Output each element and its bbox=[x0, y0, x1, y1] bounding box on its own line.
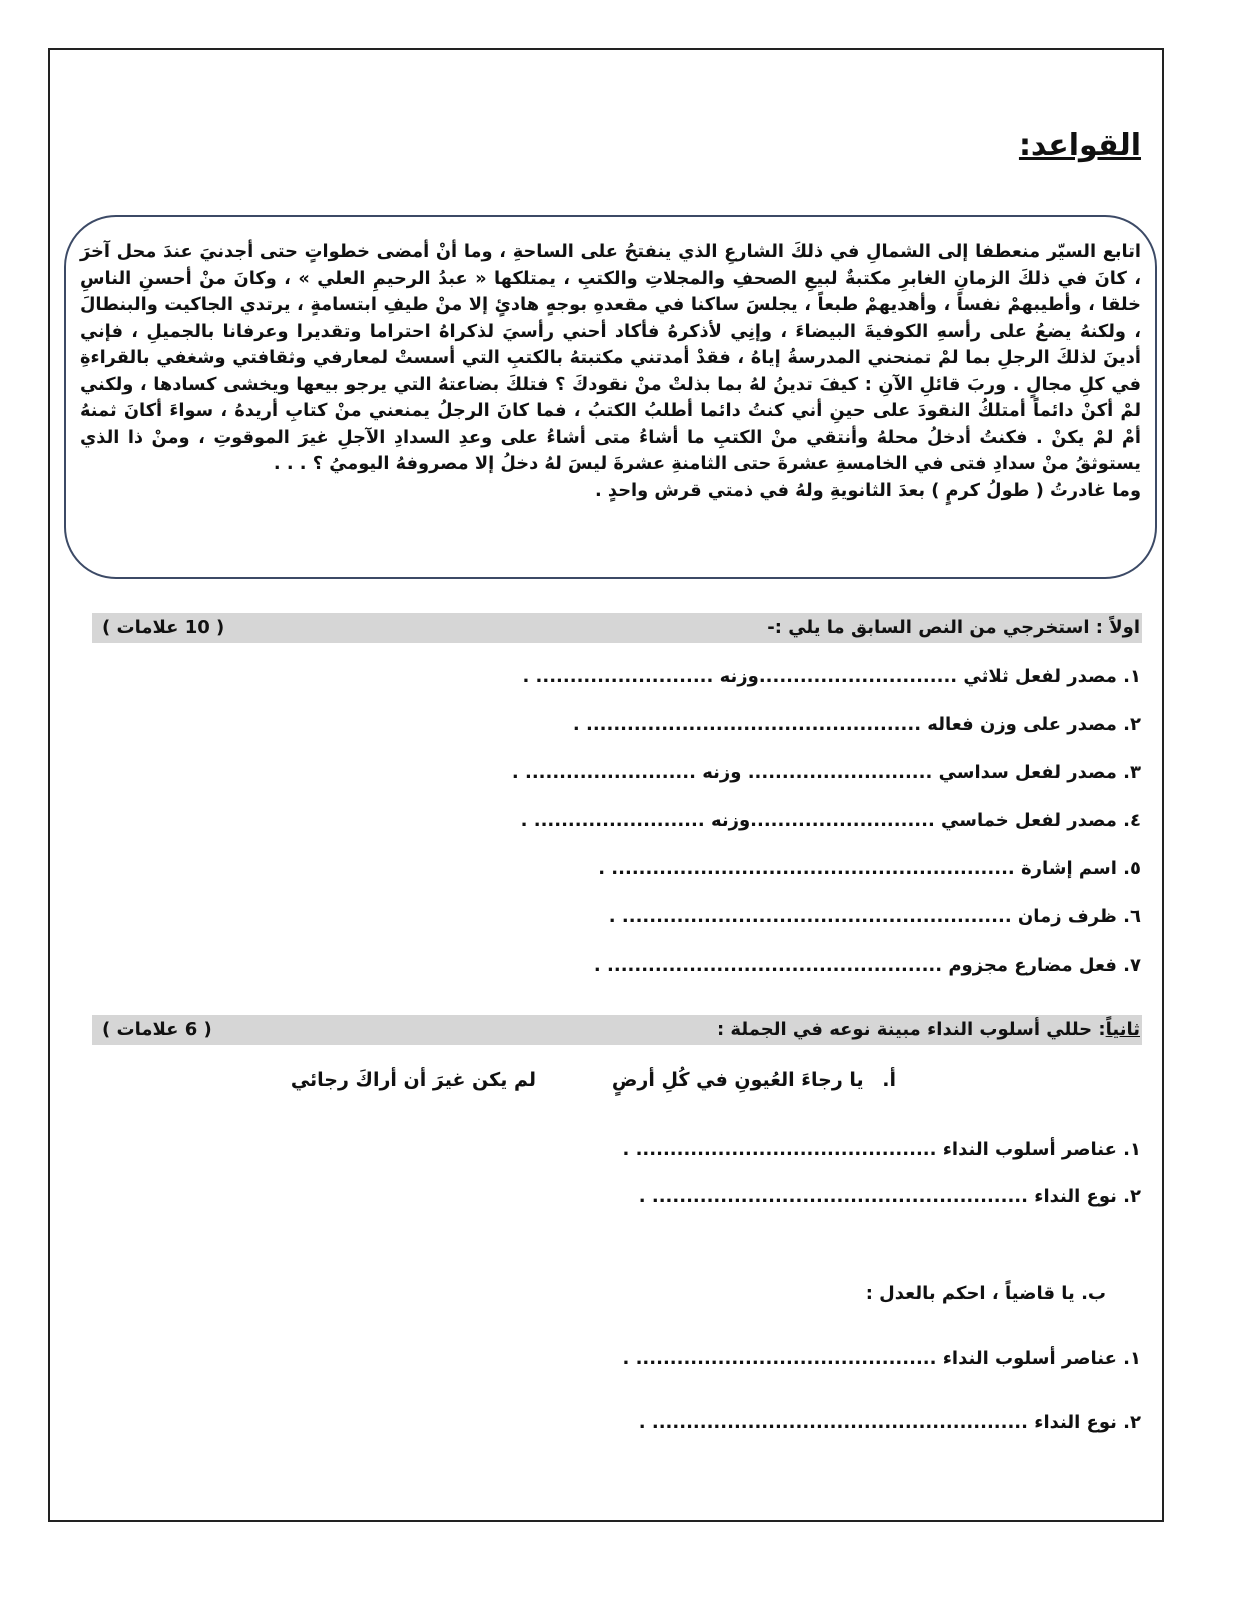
question-one-marks: ( 10 علامات ) bbox=[102, 617, 225, 638]
passage-last-line: وما غادرتُ ( طولُ كرمٍ ) بعدَ الثانويةِ ولهُ في ذمتي قرش واحدٍ . bbox=[594, 479, 1141, 501]
q1-item-5: ٥. اسم إشارة ........................................................... . bbox=[598, 858, 1141, 879]
question-two-heading-label: ثانياً bbox=[1105, 1019, 1140, 1040]
q1-item-4: ٤. مصدر لفعل خماسي ...........................وزنه ......................... . bbox=[520, 810, 1141, 831]
q2a-item-2: ٢. نوع النداء ....................................................... . bbox=[638, 1186, 1141, 1207]
question-one-heading: اولاً : استخرجي من النص السابق ما يلي :- bbox=[767, 617, 1140, 638]
q1-item-1: ١. مصدر لفعل ثلاثي .............................وزنه .......................... . bbox=[522, 666, 1141, 687]
poem-hemistich-2: لم يكن غيرَ أن أراكَ رجائي bbox=[290, 1069, 536, 1091]
q1-item-6: ٦. ظرف زمان ......................................................... . bbox=[608, 906, 1141, 927]
q2a-item-1: ١. عناصر أسلوب النداء ............................................ . bbox=[622, 1139, 1141, 1160]
q1-item-3: ٣. مصدر لفعل سداسي ........................... وزنه ......................... . bbox=[511, 762, 1141, 783]
passage-paragraph: اتابع السيّر منعطفا إلى الشمالِ في ذلكَ الشارعِ الذي ينفتحُ على الساحةِ ، وما أنْ أمضى خطواتٍ حتى أجدنيَ عندَ محل آخرَ ، كانَ في ذلكَ الزمانِ الغابرِ مكتبةٌ لبيعِ الصحفِ والمجلاتِ والكتبِ ، يمتلكها « عبدُ الرحيمِ العلي » ، وكانَ منْ أحسنِ الناسِ خلقا ، وأطيبهمْ نفساً ، وأهديهمْ طبعاً ، يجلسَ ساكنا في مقعدهِ بوجهٍ هادئٍ إلا منْ طيفِ ابتسامةٍ ، يرتدي الجاكيت والبنطالَ ، ولكنهُ يضعُ على رأسهِ الكوفيةَ البيضاءَ ، وإنِي لأذكرهُ فأكاد أحني رأسيَ لذكراهُ احتراما وتقديرا وعرفانا بالجميلِ ، فإني أدينَ لذلكَ الرجلِ بما لمْ تمنحني المدرسةُ إياهُ ، فقدْ أمدتني مكتبتهُ بالكتبِ التي أسستْ لمعارفي وثقافتي وشغفي بالقراءةِ في كلِ مجالٍ . وربَ قائلِ الآنِ : كيفَ تدينُ لهُ بما بذلتْ منْ نقودكَ ؟ فتلكَ بضاعتهُ التي يرجو بيعها ويخشى كسادها ، ولكني لمْ أكنْ دائماً أمتلكُ النقودَ على حينِ أني كنتُ دائما أطلبُ الكتبُ ، فما كانَ الرجلُ يمنعني منْ كتابِ أريدهُ ، سواءَ أكانَ ثمنهُ أمْ لمْ يكنْ . فكنتُ أدخلُ محلهُ وأنتقي منْ الكتبِ ما أشاءُ متى أشاءُ على وعدِ السدادِ الآجلِ غيرَ الموقوتِ ، ومنْ ذا الذي يستوثقُ منْ سدادِ فتى في الخامسةِ عشرةَ حتى الثامنةِ عشرةَ ليسَ لهُ دخلُ إلا مصروفهُ اليوميُ ؟ . . . bbox=[80, 241, 1141, 474]
question-two-header bbox=[92, 1015, 1142, 1045]
poem-line-a bbox=[612, 1069, 896, 1091]
q1-item-2: ٢. مصدر على وزن فعاله ................................................. . bbox=[572, 714, 1141, 735]
q2b-item-1: ١. عناصر أسلوب النداء ............................................ . bbox=[622, 1348, 1141, 1369]
q2b-sentence: ب. يا قاضياً ، احكم بالعدل : bbox=[865, 1283, 1106, 1304]
q1-item-7: ٧. فعل مضارع مجزوم ................................................. . bbox=[593, 955, 1141, 976]
q2b-item-2: ٢. نوع النداء ....................................................... . bbox=[638, 1412, 1141, 1433]
question-two-heading-text: : حللي أسلوب النداء مبينة نوعه في الجملة : bbox=[716, 1019, 1106, 1040]
question-one-header bbox=[92, 613, 1142, 643]
question-two-marks: ( 6 علامات ) bbox=[102, 1019, 212, 1040]
question-two-heading bbox=[717, 1015, 1140, 1045]
section-title: القواعد: bbox=[1018, 128, 1141, 163]
poem-hemistich-1: يا رجاءَ العُيونِ في كُلِ أرضٍ bbox=[611, 1069, 864, 1091]
poem-marker: أ. bbox=[882, 1069, 896, 1091]
reading-passage bbox=[64, 215, 1157, 579]
